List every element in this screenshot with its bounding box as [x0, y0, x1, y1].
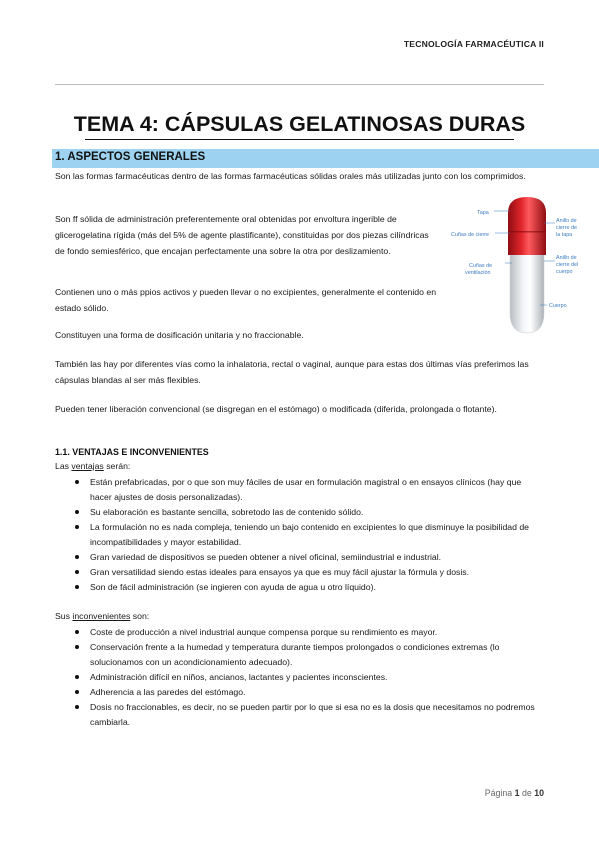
paragraph-routes: También las hay por diferentes vías como la inhalatoria, rectal o vaginal, aunque para estas dos últimas vías preferimos las cápsulas blandas al ser más flexibles. [55, 359, 529, 385]
bullet-item [55, 700, 545, 730]
paragraph-intro: Son las formas farmacéuticas dentro de las formas farmacéuticas sólidas orales más utilizadas junto con los comprimidos. [55, 171, 526, 181]
bullet-text: Administración difícil en niños, ancianos, lactantes y pacientes inconscientes. [90, 672, 388, 682]
inconvenientes-word: inconvenientes [72, 611, 131, 621]
bullet-text: Su elaboración es bastante sencilla, sobretodo las de contenido sólido. [90, 507, 364, 517]
bullet-item [55, 520, 545, 550]
capsule-diagram [445, 195, 595, 340]
bullet-icon [75, 630, 79, 634]
current-page: 1 [514, 788, 520, 798]
label-cunas-vent-1: Cuñas de [469, 263, 493, 269]
header-divider [55, 84, 544, 85]
bullet-icon [75, 510, 79, 514]
paragraph-content: Contienen uno o más ppios activos y pueden llevar o no excipientes, generalmente el contenido en estado sólido. [55, 287, 437, 313]
total-pages: 10 [534, 788, 544, 798]
inconvenientes-list [55, 625, 545, 730]
label-anillo-tapa-2: cierre de [556, 225, 577, 231]
bullet-text: Son de fácil administración (se ingieren con ayuda de agua u otro líquido). [90, 582, 376, 592]
bullet-icon [75, 645, 79, 649]
subsection-heading: 1.1. VENTAJAS E INCONVENIENTES [55, 447, 209, 457]
ventajas-list [55, 475, 545, 595]
bullet-icon [75, 480, 79, 484]
label-anillo-tapa-1: Anillo de [556, 218, 577, 224]
bullet-text: Adherencia a las paredes del estómago. [90, 687, 246, 697]
bullet-icon [75, 555, 79, 559]
bullet-item [55, 685, 545, 700]
bullet-text: Están prefabricadas, por o que son muy fáciles de usar en formulación magistral o en ensayos clínicos (hay que hacer ajustes de dosis personalizadas). [90, 477, 522, 502]
page-footer: Página 1 de 10 [484, 788, 544, 798]
bullet-text: Dosis no fraccionables, es decir, no se pueden partir por lo que si esa no es la dosis que necesitamos no podremos cambiarla. [90, 702, 535, 727]
paragraph-definition: Son ff sólida de administración preferentemente oral obtenidas por envoltura ingerible de glicerogelatina rígida (más del 5% de agente plastificante), constituidas por dos piezas cilíndricas de fondo semiesférico, que encajan perfectamente una sobre la otra por deslizamiento. [55, 214, 429, 256]
label-cunas-vent-2: ventilación [465, 270, 491, 276]
bullet-icon [75, 690, 79, 694]
bullet-icon [75, 525, 79, 529]
bullet-text: Gran variedad de dispositivos se pueden obtener a nivel oficinal, semiindustrial e industrial. [90, 552, 442, 562]
bullet-text: Coste de producción a nivel industrial aunque compensa porque su rendimiento es mayor. [90, 627, 438, 637]
bullet-icon [75, 705, 79, 709]
bullet-item [55, 505, 545, 520]
bullet-item [55, 625, 545, 640]
paragraph-release: Pueden tener liberación convencional (se disgregan en el estómago) o modificada (diferida, prolongada o flotante). [55, 404, 497, 414]
paragraph-dosage: Constituyen una forma de dosificación unitaria y no fraccionable. [55, 330, 304, 340]
label-anillo-cuerpo-1: Anillo de [556, 255, 577, 261]
bullet-item [55, 475, 545, 505]
title-underline [85, 139, 514, 140]
label-anillo-cuerpo-3: cuerpo [556, 269, 573, 275]
course-header: TECNOLOGÍA FARMACÉUTICA II [403, 39, 544, 49]
bullet-text: Conservación frente a la humedad y temperatura durante tiempos prolongados o condiciones extremas (lo solucionamos con un acondicionamiento adecuado). [90, 642, 500, 667]
ventajas-intro: Las ventajas serán: [55, 461, 131, 471]
bullet-text: Gran versatilidad siendo estas ideales para ensayos ya que es muy fácil ajustar la fórmula y dosis. [90, 567, 470, 577]
label-cunas-cierre: Cuñas de cierre [451, 232, 490, 238]
bullet-item [55, 565, 545, 580]
bullet-text: La formulación no es nada compleja, teniendo un bajo contenido en excipientes lo que disminuye la posibilidad de incompatibilidades y mayor estabilidad. [90, 522, 530, 547]
label-anillo-tapa-3: la tapa [556, 232, 573, 238]
bullet-icon [75, 675, 79, 679]
label-anillo-cuerpo-2: cierre del [556, 262, 579, 268]
label-tapa: Tapa [477, 210, 489, 216]
inconvenientes-intro: Sus inconvenientes son: [55, 611, 150, 621]
page-title: TEMA 4: CÁPSULAS GELATINOSAS DURAS [73, 112, 526, 136]
bullet-icon [75, 585, 79, 589]
label-cuerpo: Cuerpo [549, 303, 567, 309]
bullet-item [55, 550, 545, 565]
ventajas-word: ventajas [71, 461, 104, 471]
capsule-cap [508, 197, 546, 255]
bullet-item [55, 670, 545, 685]
bullet-icon [75, 570, 79, 574]
bullet-item [55, 580, 545, 595]
section-heading: 1. ASPECTOS GENERALES [55, 151, 206, 163]
bullet-item [55, 640, 545, 670]
capsule-body [510, 250, 544, 333]
